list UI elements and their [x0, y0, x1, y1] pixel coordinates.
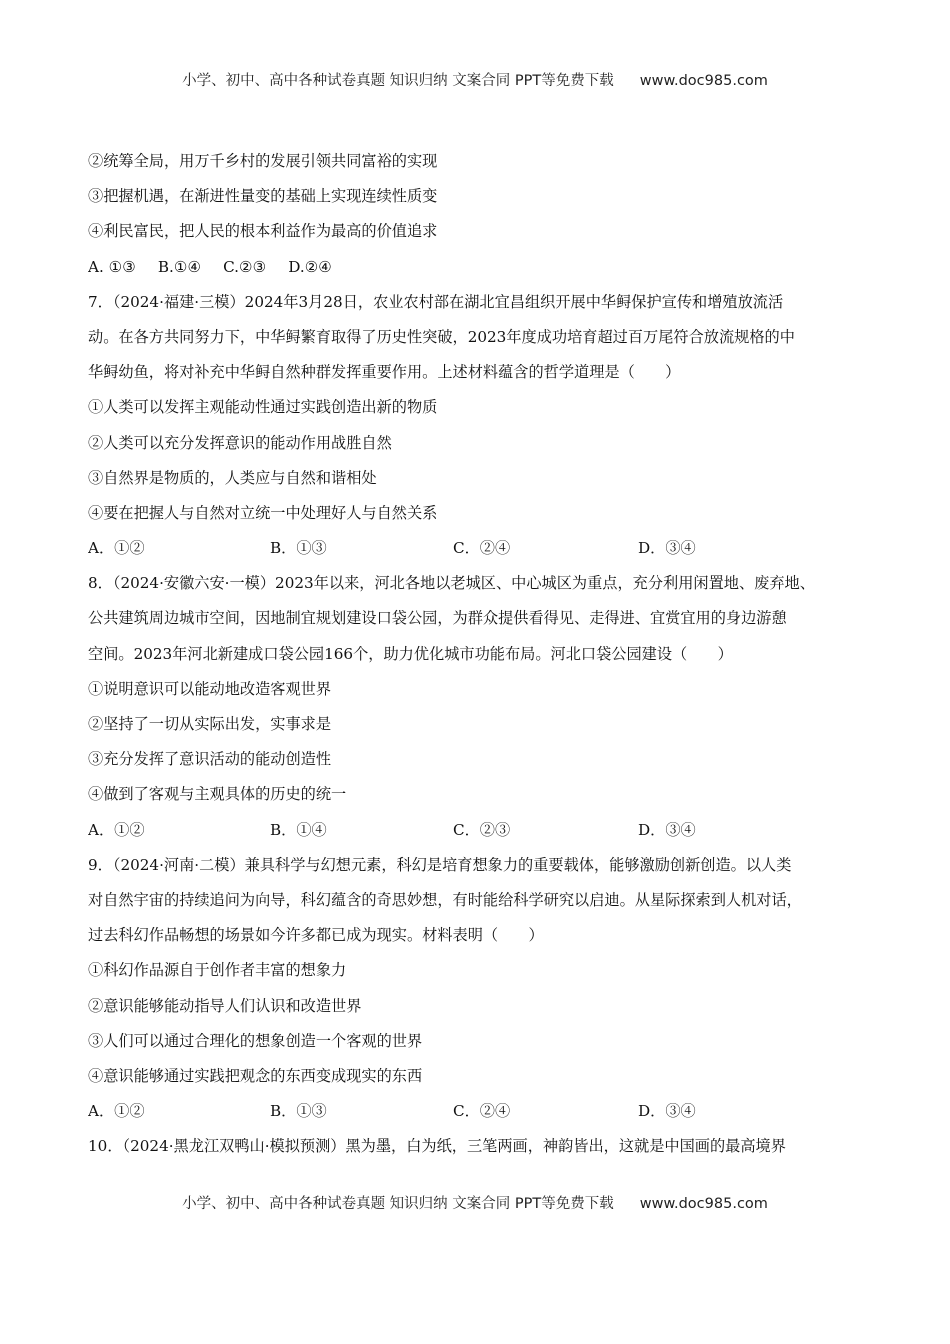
page-footer: [0, 1192, 950, 1213]
q9-option-3: ③人们可以通过合理化的想象创造一个客观的世界: [88, 1031, 423, 1050]
q7-stem-line-2: 动。在各方共同努力下，中华鲟繁育取得了历史性突破，2023年度成功培育超过百万尾符合放流规格的中: [88, 327, 795, 346]
q7-answer-d: D．③④: [638, 539, 696, 558]
q6-answer-c: C.②③: [223, 257, 267, 276]
q8-stem-line-1: 8．（2024·安徽六安·一模）2023年以来，河北各地以老城区、中心城区为重点，充分利用闲置地、废弃地、: [88, 574, 815, 593]
q6-answer-b: B.①④: [157, 257, 202, 276]
q7-option-1: ①人类可以发挥主观能动性通过实践创造出新的物质: [88, 398, 438, 417]
q7-answer-c: C．②④: [453, 539, 511, 558]
footer-text: 小学、初中、高中各种试卷真题 知识归纳 文案合同 PPT等免费下载: [182, 1196, 614, 1212]
q10-stem-line-1: 10．（2024·黑龙江双鸭山·模拟预测）黑为墨，白为纸，三笔两画，神韵皆出，这就是中国画的最高境界: [88, 1137, 786, 1156]
q9-answer-b: B．①③: [270, 1102, 327, 1121]
q9-option-4: ④意识能够通过实践把观念的东西变成现实的东西: [88, 1066, 423, 1085]
q8-option-4: ④做到了客观与主观具体的历史的统一: [88, 785, 347, 804]
q8-answer-choices: [88, 813, 868, 848]
document-body: [88, 144, 868, 1164]
q6-answer-a: A. ①③: [88, 257, 136, 276]
q6-option-2: ②统筹全局，用万千乡村的发展引领共同富裕的实现: [88, 152, 438, 170]
q7-answer-a: A．①②: [88, 539, 145, 558]
q7-stem-line-1: 7．（2024·福建·三模）2024年3月28日，农业农村部在湖北宜昌组织开展中华鲟保护宣传和增殖放流活: [88, 292, 784, 311]
q9-stem-line-1: 9．（2024·河南·二模）兼具科学与幻想元素，科幻是培育想象力的重要载体，能够激励创新创造。以人类: [88, 855, 792, 874]
q6-option-3: ③把握机遇，在渐进性量变的基础上实现连续性质变: [88, 187, 438, 206]
q9-option-1: ①科幻作品源自于创作者丰富的想象力: [88, 961, 347, 980]
page-header: [0, 69, 950, 90]
q8-stem-line-2: 公共建筑周边城市空间，因地制宜规划建设口袋公园，为群众提供看得见、走得进、宜赏宜用的身边游憩: [88, 609, 787, 628]
q9-answer-d: D．③④: [638, 1102, 696, 1121]
q8-answer-a: A．①②: [88, 820, 145, 839]
q6-answer-d: D.②④: [288, 257, 332, 276]
q8-stem-line-3: 空间。2023年河北新建成口袋公园166个，助力优化城市功能布局。河北口袋公园建设（ ）: [88, 644, 733, 663]
q7-option-4: ④要在把握人与自然对立统一中处理好人与自然关系: [88, 503, 438, 522]
q7-stem-line-3: 华鲟幼鱼，将对补充中华鲟自然种群发挥重要作用。上述材料蕴含的哲学道理是（ ）: [88, 363, 681, 382]
q6-option-4: ④利民富民，把人民的根本利益作为最高的价值追求: [88, 222, 438, 241]
q8-option-1: ①说明意识可以能动地改造客观世界: [88, 679, 331, 698]
footer-site-link[interactable]: www.doc985.com: [639, 1196, 768, 1212]
q6-answer-choices: [88, 250, 868, 285]
q7-answer-b: B．①③: [270, 539, 327, 558]
header-text: 小学、初中、高中各种试卷真题 知识归纳 文案合同 PPT等免费下载: [182, 73, 614, 89]
q7-option-3: ③自然界是物质的，人类应与自然和谐相处: [88, 468, 377, 487]
q8-option-2: ②坚持了一切从实际出发，实事求是: [88, 715, 331, 733]
q8-option-3: ③充分发挥了意识活动的能动创造性: [88, 750, 331, 769]
q9-option-2: ②意识能够能动指导人们认识和改造世界: [88, 996, 362, 1015]
q8-answer-d: D．③④: [638, 820, 696, 839]
q9-answer-choices: [88, 1094, 868, 1129]
q9-answer-c: C．②④: [453, 1102, 511, 1121]
q7-option-2: ②人类可以充分发挥意识的能动作用战胜自然: [88, 433, 392, 452]
q7-answer-choices: [88, 531, 868, 566]
q9-stem-line-3: 过去科幻作品畅想的场景如今许多都已成为现实。材料表明（ ）: [88, 926, 544, 945]
q8-answer-b: B．①④: [270, 820, 327, 839]
q9-answer-a: A．①②: [88, 1102, 145, 1121]
header-site-link[interactable]: www.doc985.com: [639, 73, 768, 89]
q8-answer-c: C．②③: [453, 820, 511, 839]
q9-stem-line-2: 对自然宇宙的持续追问为向导，科幻蕴含的奇思妙想，有时能给科学研究以启迪。从星际探索到人机对话，: [88, 890, 802, 909]
